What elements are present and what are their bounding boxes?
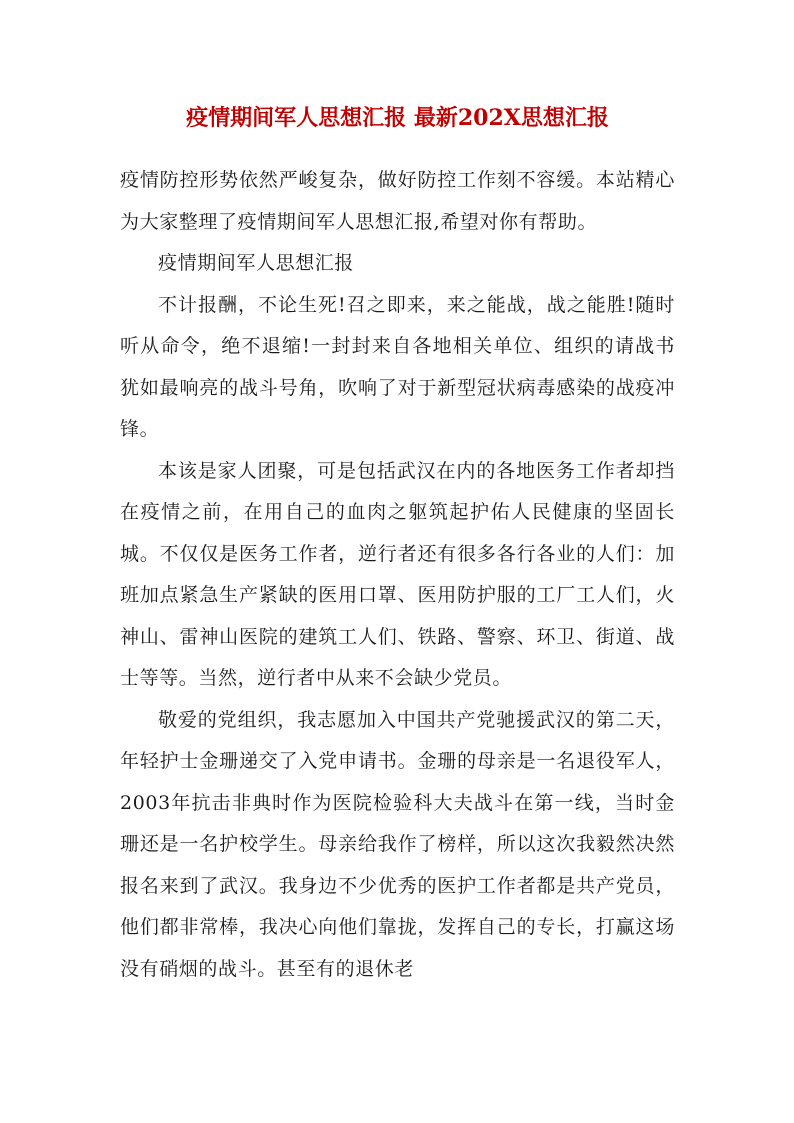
body-paragraph: 本该是家人团聚，可是包括武汉在内的各地医务工作者却挡在疫情之前，在用自己的血肉之躯筑起护佑人民健康的坚固长城。不仅仅是医务工作者，逆行者还有很多各行各业的人们：加班加点紧急生产紧缺的医用口罩、医用防护服的工厂工人们，火神山、雷神山医院的建筑工人们、铁路、警察、环卫、街道、战士等等。当然，逆行者中从来不会缺少党员。 — [120, 459, 675, 689]
document-body — [120, 160, 675, 990]
body-paragraph: 不计报酬，不论生死!召之即来，来之能战，战之能胜!随时听从命令，绝不退缩!一封封来自各地相关单位、组织的请战书犹如最响亮的战斗号角，吹响了对于新型冠状病毒感染的战疫冲锋。 — [120, 293, 675, 440]
document-title: 疫情期间军人思想汇报 最新202X思想汇报 — [186, 105, 609, 131]
intro-paragraph: 疫情防控形势依然严峻复杂，做好防控工作刻不容缓。本站精心为大家整理了疫情期间军人思想汇报,希望对你有帮助。 — [120, 169, 675, 233]
body-paragraph: 敬爱的党组织，我志愿加入中国共产党驰援武汉的第二天，年轻护士金珊递交了入党申请书。金珊的母亲是一名退役军人，2003年抗击非典时作为医院检验科大夫战斗在第一线，当时金珊还是一名护校学生。母亲给我作了榜样，所以这次我毅然决然报名来到了武汉。我身边不少优秀的医护工作者都是共产党员，他们都非常棒，我决心向他们靠拢，发挥自己的专长，打赢这场没有硝烟的战斗。甚至有的退休老 — [120, 708, 675, 980]
section-heading: 疫情期间军人思想汇报 — [158, 252, 355, 274]
